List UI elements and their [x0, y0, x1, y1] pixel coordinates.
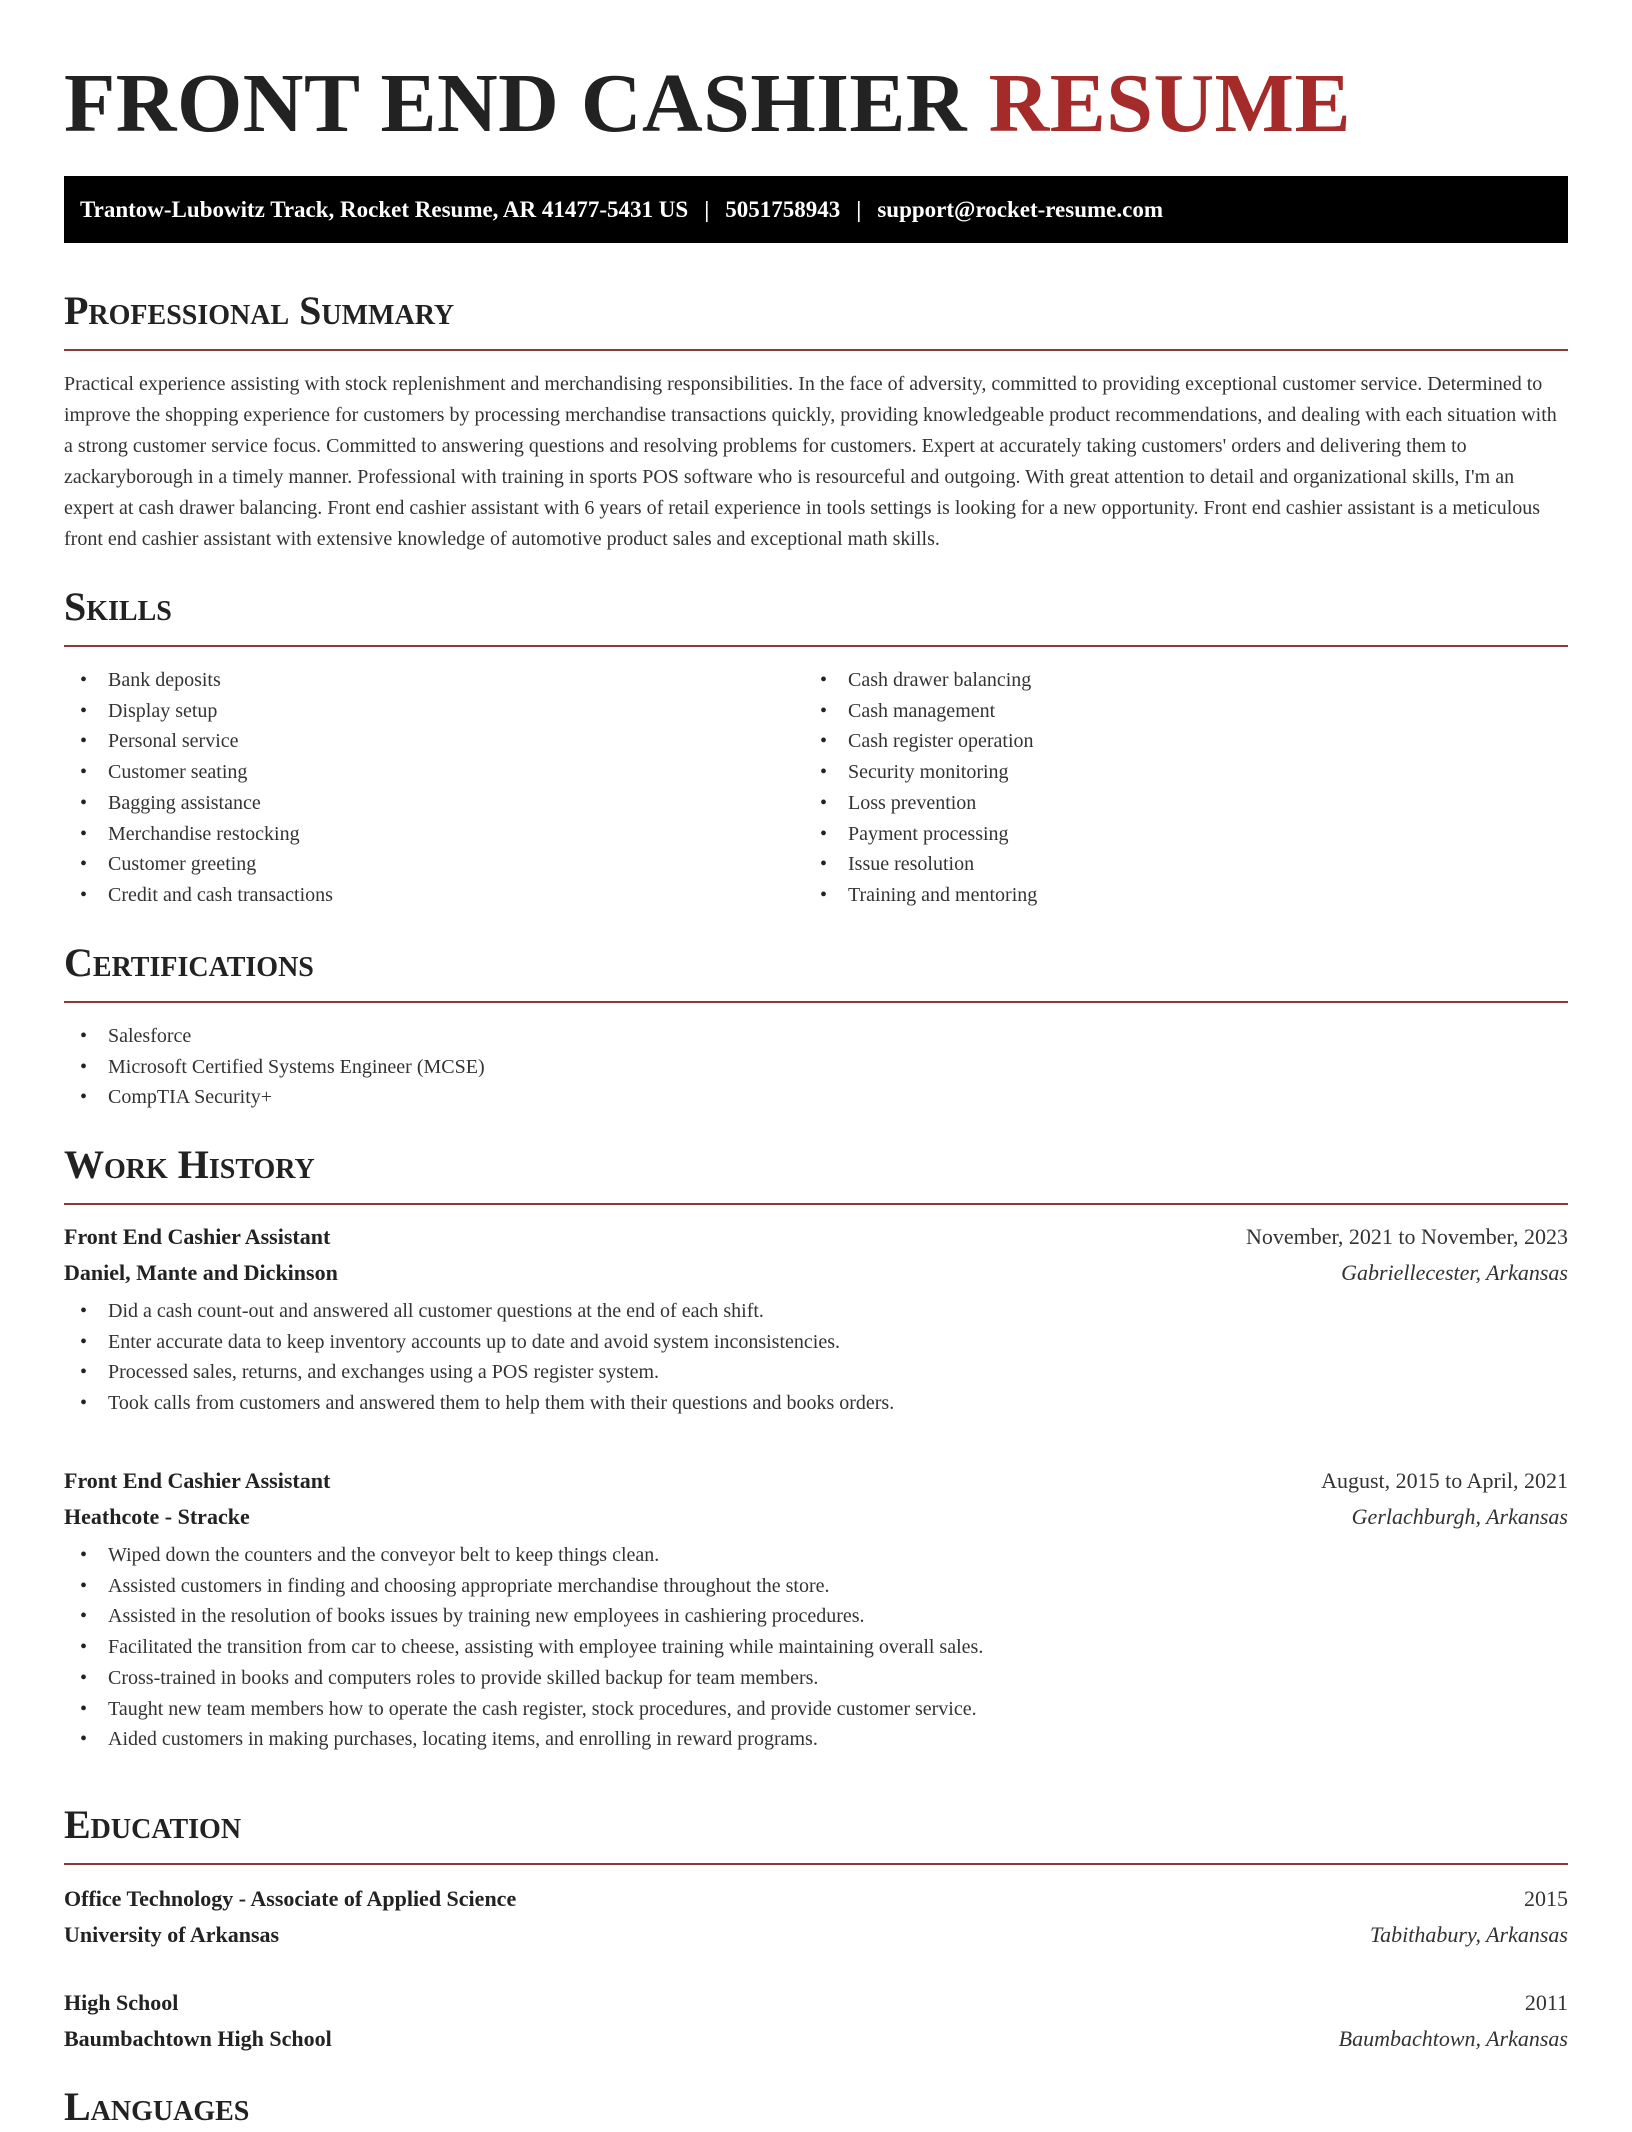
job-dates: November, 2021 to November, 2023: [1245, 1224, 1568, 1249]
section-heading: Languages: [64, 2084, 250, 2129]
education-school: Baumbachtown High School: [64, 2026, 332, 2051]
job-duties-list: [64, 1296, 1568, 1419]
education-year: 2015: [1524, 1886, 1568, 1911]
certifications-section: [64, 938, 1568, 1113]
contact-address: Trantow-Lubowitz Track, Rocket Resume, AR 41477-5431 US: [80, 196, 689, 222]
skill-item: • Loss prevention: [804, 788, 1544, 819]
resume-title: [64, 54, 1568, 154]
skills-section: [64, 582, 1568, 911]
job-duty: • Took calls from customers and answered them to help them with their questions and books orders.: [64, 1388, 1568, 1419]
languages-section: [64, 2082, 1568, 2132]
skill-item: • Issue resolution: [804, 849, 1544, 880]
job-duty: • Assisted in the resolution of books issues by training new employees in cashiering procedures.: [64, 1601, 1568, 1632]
skill-item: • Credit and cash transactions: [64, 880, 804, 911]
title-row: [64, 0, 1568, 164]
job-company: Heathcote - Stracke: [64, 1504, 250, 1529]
job-duty: • Assisted customers in finding and choosing appropriate merchandise throughout the store.: [64, 1571, 1568, 1602]
job-company-row: [64, 1260, 1568, 1296]
title-main: FRONT END CASHIER: [64, 57, 968, 150]
work-history-section: [64, 1140, 1568, 1751]
skill-item: • Payment processing: [804, 819, 1544, 850]
skills-list-right: [804, 665, 1544, 911]
education-location: Baumbachtown, Arkansas: [1338, 2026, 1568, 2051]
skill-item: • Personal service: [64, 726, 804, 757]
professional-summary-section: [64, 286, 1568, 555]
section-heading: Professional Summary: [64, 288, 455, 333]
contact-bar: [64, 176, 1568, 243]
skill-item: • Customer greeting: [64, 849, 804, 880]
job-duty: • Cross-trained in books and computers roles to provide skilled backup for team members.: [64, 1663, 1568, 1694]
contact-phone: 5051758943: [725, 196, 841, 222]
job-company-row: [64, 1504, 1568, 1540]
education-school-row: [64, 2026, 1568, 2062]
skill-item: • Merchandise restocking: [64, 819, 804, 850]
certification-item: • CompTIA Security+: [64, 1082, 1568, 1113]
section-divider: [64, 645, 1568, 647]
job-company: Daniel, Mante and Dickinson: [64, 1260, 338, 1285]
job-header-row: [64, 1224, 1568, 1260]
title-accent: RESUME: [988, 57, 1351, 150]
certification-item: • Salesforce: [64, 1021, 1568, 1052]
section-divider: [64, 1001, 1568, 1003]
education-school-row: [64, 1922, 1568, 1958]
section-heading: Certifications: [64, 940, 314, 985]
skill-item: • Display setup: [64, 696, 804, 727]
skills-grid: [64, 665, 1568, 911]
education-degree: High School: [64, 1990, 179, 2015]
job-header-row: [64, 1468, 1568, 1504]
job-duty: • Processed sales, returns, and exchanges using a POS register system.: [64, 1357, 1568, 1388]
education-school: University of Arkansas: [64, 1922, 280, 1947]
education-year: 2011: [1524, 1990, 1568, 2015]
education-section: [64, 1800, 1568, 2051]
contact-separator: |: [856, 196, 862, 222]
job-title: Front End Cashier Assistant: [64, 1468, 331, 1493]
skill-item: • Bank deposits: [64, 665, 804, 696]
skill-item: • Security monitoring: [804, 757, 1544, 788]
education-header-row: [64, 1886, 1568, 1922]
section-divider: [64, 349, 1568, 351]
skill-item: • Cash drawer balancing: [804, 665, 1544, 696]
job-title: Front End Cashier Assistant: [64, 1224, 331, 1249]
education-entry: [64, 1886, 1568, 1958]
job-duties-list: [64, 1540, 1568, 1755]
job-location: Gabriellecester, Arkansas: [1341, 1260, 1568, 1285]
job-duty: • Facilitated the transition from car to cheese, assisting with employee training while maintaining overall sales.: [64, 1632, 1568, 1663]
job-duty: • Taught new team members how to operate the cash register, stock procedures, and provide customer service.: [64, 1694, 1568, 1725]
job-entry: [64, 1468, 1568, 1755]
job-duty: • Wiped down the counters and the conveyor belt to keep things clean.: [64, 1540, 1568, 1571]
summary-text: Practical experience assisting with stock replenishment and merchandising responsibilities. In the face of adversity, committed to providing exceptional customer service. Determined to improve the shopping experience for customers by processing merchandise transactions quickly, providing knowledgeable product recommendations, and dealing with each situation with a strong customer service focus. Committed to answering questions and resolving problems for customers. Expert at accurately taking customers' orders and delivering them to zackaryborough in a timely manner. Professional with training in sports POS software who is resourceful and outgoing. With great attention to detail and organizational skills, I'm an expert at cash drawer balancing. Front end cashier assistant with 6 years of retail experience in tools settings is looking for a new opportunity. Front end cashier assistant is a meticulous front end cashier assistant with extensive knowledge of automotive product sales and exceptional math skills.: [64, 373, 1557, 550]
job-location: Gerlachburgh, Arkansas: [1351, 1504, 1568, 1529]
section-heading: Work History: [64, 1142, 315, 1187]
job-duty: • Enter accurate data to keep inventory accounts up to date and avoid system inconsistencies.: [64, 1327, 1568, 1358]
job-duty: • Did a cash count-out and answered all customer questions at the end of each shift.: [64, 1296, 1568, 1327]
education-location: Tabithabury, Arkansas: [1369, 1922, 1568, 1947]
section-heading: Education: [64, 1802, 242, 1847]
certification-item: • Microsoft Certified Systems Engineer (MCSE): [64, 1052, 1568, 1083]
job-entry: [64, 1224, 1568, 1419]
education-entry: [64, 1990, 1568, 2062]
education-header-row: [64, 1990, 1568, 2026]
skill-item: • Bagging assistance: [64, 788, 804, 819]
skill-item: • Cash management: [804, 696, 1544, 727]
contact-email: support@rocket-resume.com: [877, 196, 1163, 222]
skill-item: • Training and mentoring: [804, 880, 1544, 911]
skill-item: • Customer seating: [64, 757, 804, 788]
skills-list-left: [64, 665, 804, 911]
section-heading: Skills: [64, 584, 172, 629]
contact-separator: |: [704, 196, 710, 222]
job-duty: • Aided customers in making purchases, locating items, and enrolling in reward programs.: [64, 1724, 1568, 1755]
education-degree: Office Technology - Associate of Applied Science: [64, 1886, 517, 1911]
job-dates: August, 2015 to April, 2021: [1321, 1468, 1568, 1493]
skill-item: • Cash register operation: [804, 726, 1544, 757]
certifications-list: [64, 1021, 1568, 1113]
section-divider: [64, 1863, 1568, 1865]
section-divider: [64, 1203, 1568, 1205]
